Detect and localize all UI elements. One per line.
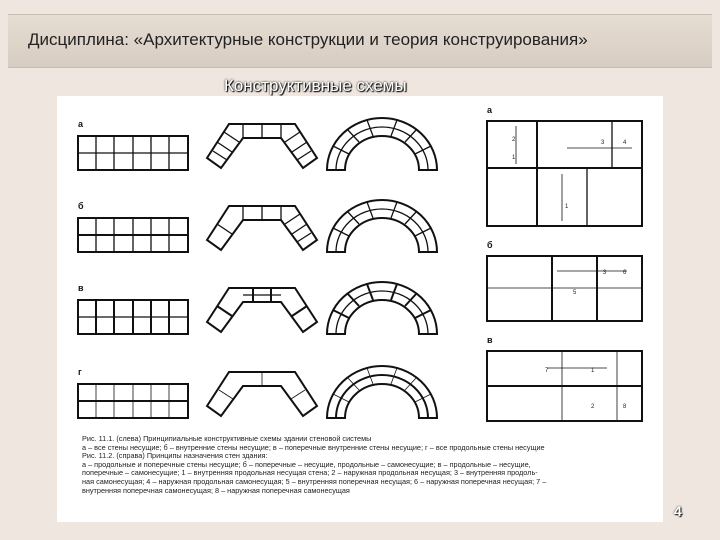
bent-plan-g [207,372,317,416]
bent-plan-v [207,288,317,332]
figure-caption [82,435,642,495]
caption-line: а – продольные и поперечные стены несущие; б – поперечные – несущие, продольные – самонесущие; в – продольные – несущие, [82,460,531,469]
arc-plan-v [327,282,437,334]
caption-line: ная самонесущая; 4 – наружная продольная самонесущая; 5 – внутренняя поперечная несущая; 6 – наружная поперечная несущая; 7 – [82,477,547,486]
discipline-title: Дисциплина: «Архитектурные конструкции и теория конструирования» [28,30,588,49]
caption-line: Рис. 11.2. (справа) Принципы назначения стен здания: [82,452,268,461]
label-left-a: а [78,119,84,129]
plan-b-num-5: 5 [573,290,577,296]
label-right-v: в [487,335,493,345]
bent-plan-a [207,124,317,168]
caption-line: внутренняя поперечная самонесущая; 8 – наружная поперечная самонесущая [82,486,350,495]
wall-plan-v [487,351,642,421]
caption-line: поперечные – самонесущие; 1 – внутренняя продольная несущая стена; 2 – наружная продольная несущая; 3 – внутренняя продоль- [82,469,538,478]
plan-b-num-3: 3 [603,270,607,276]
plan-a-num-3: 3 [601,140,605,146]
plan-a-num-2: 2 [512,137,516,143]
rect-plan-b [78,218,188,252]
plan-v-num-7: 7 [545,368,549,374]
plan-v-num-1: 1 [591,368,595,374]
arc-plan-b [327,200,437,252]
label-left-g: г [78,367,82,377]
rect-plan-a [78,136,188,170]
wall-plan-a [487,121,642,226]
bent-plan-b [207,206,317,250]
label-left-b: б [78,201,84,211]
label-right-a: а [487,105,493,115]
plan-v-num-2: 2 [591,404,595,410]
slide-subtitle: Конструктивные схемы [224,76,407,95]
plan-a-num-1: 1 [512,155,516,161]
caption-line: Рис. 11.1. (слева) Принципиальные конструктивные схемы здании стеновой системы [82,435,372,443]
rect-plan-v [78,300,188,334]
figure-panel [57,96,663,522]
plan-a-num-4: 4 [623,140,627,146]
page-number: 4 [674,503,682,519]
label-right-b: б [487,240,493,250]
caption-line: а – все стены несущие; б – внутренние стены несущие; в – поперечные внутренние стены несущие; г – все продольные стены несущие [82,443,545,452]
plan-a-num-1b: 1 [565,204,569,210]
label-left-v: в [78,283,84,293]
arc-plan-a [327,118,437,170]
plan-b-num-6: 6 [623,270,627,276]
wall-plan-b [487,256,642,321]
rect-plan-g [78,384,188,418]
arc-plan-g [327,366,437,418]
plan-v-num-8: 8 [623,404,627,410]
